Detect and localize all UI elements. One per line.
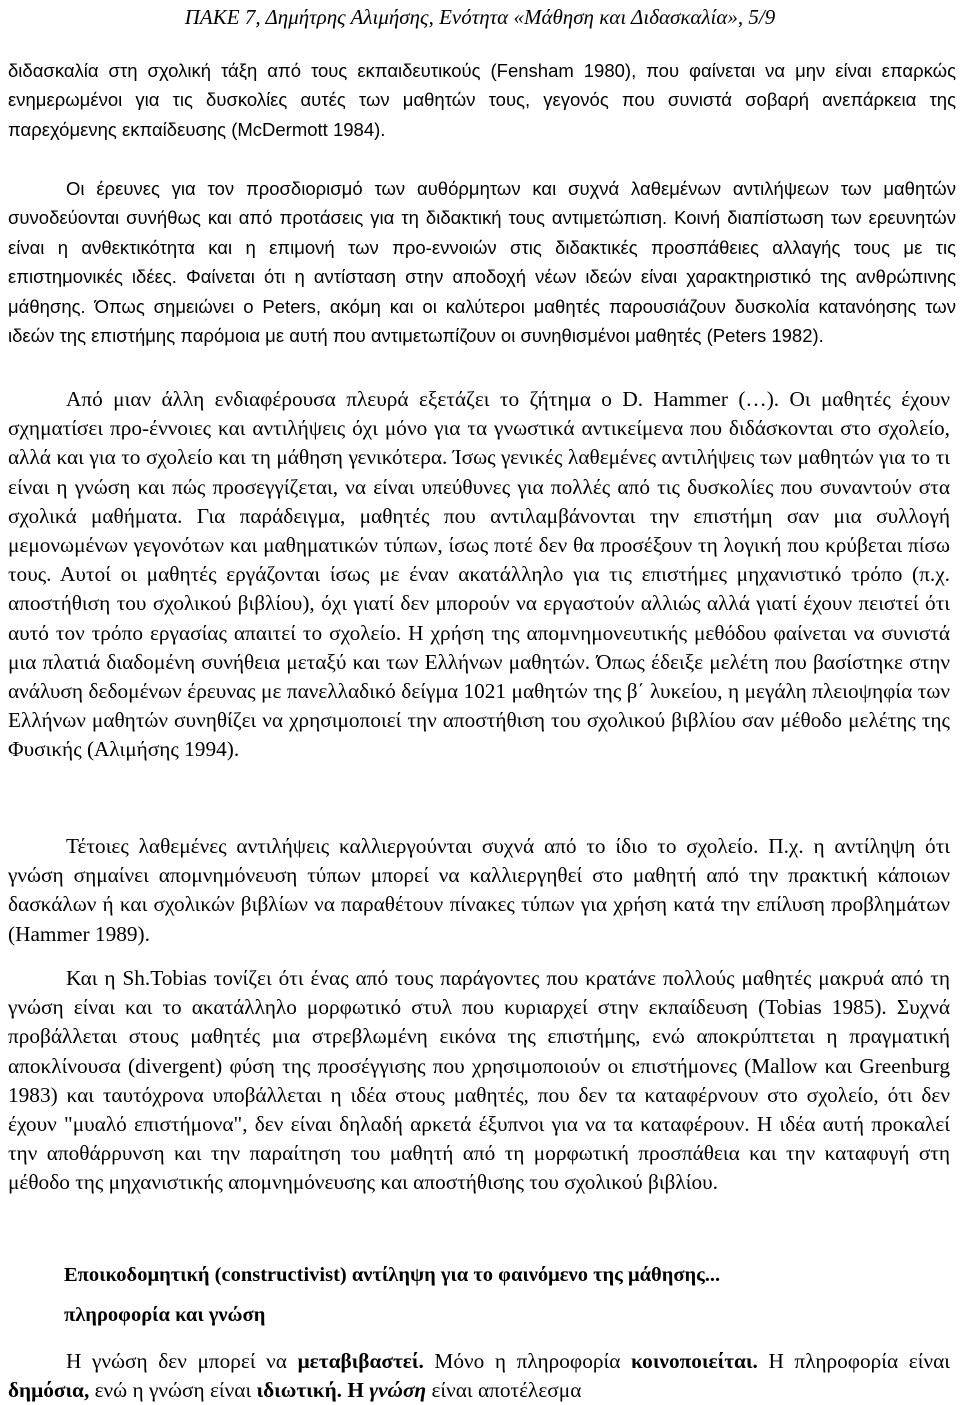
running-header: ΠΑΚΕ 7, Δημήτρης Αλιμήσης, Ενότητα «Μάθηση και Διδασκαλία», 5/9 xyxy=(184,5,776,29)
paragraph-hammer: Από μιαν άλλη ενδιαφέρουσα πλευρά εξετάζει το ζήτημα ο D. Hammer (…). Οι μαθητές έχουν σχηματίσει προ-έννοιες και αντιλήψεις όχι μόνο για τα γνωστικά αντικείμενα που διδάσκονται στο σχολείο, αλλά και για το σχολείο και τη μάθηση γενικότερα. Ίσως γενικές λαθεμένες αντιλήψεις των μαθητών για το τι είναι η γνώση και πώς προσεγγίζεται, να είναι υπεύθυνες για πολλές από τις δυσκολίες που συναντούν στα σχολικά μαθήματα. Για παράδειγμα, μαθητές που αντιλαμβάνονται την επιστήμη σαν μια συλλογή μεμονωμένων γεγονότων και μαθηματικών τύπων, ίσως ποτέ δεν θα προσέξουν τη λογική που κρύβεται πίσω τους. Αυτοί οι μαθητές εργάζονται ίσως με έναν ακατάλληλο για τις επιστήμες μηχανιστικό τρόπο (π.χ. αποστήθιση του σχολικού βιβλίου), όχι γιατί δεν μπορούν να εργαστούν αλλιώς αλλά γιατί έχουν πειστεί ότι αυτό τον τρόπο εργασίας απαιτεί το σχολείο. Η χρήση της απομνημονευτικής μεθόδου φαίνεται να συνιστά μια πλατιά διαδομένη συνήθεια μεταξύ και των Ελλήνων μαθητών. Όπως έδειξε μελέτη που βασίστηκε στην ανάλυση δεδομένων έρευνας με πανελλαδικό δείγμα 1021 μαθητών της β΄ λυκείου, η μεγάλη πλειοψηφία των Ελλήνων μαθητών συνηθίζει να χρησιμοποιεί την αποστήθιση του σχολικού βιβλίου σαν μέθοδο μελέτης της Φυσικής (Αλιμήσης 1994). xyxy=(8,387,950,762)
text-run: ενώ η γνώση είναι xyxy=(89,1378,257,1403)
section-subheading: πληροφορία και γνώση xyxy=(64,1304,266,1326)
bold-term: μεταβιβαστεί. xyxy=(297,1349,424,1373)
section-heading: Εποικοδομητική (constructivist) αντίληψη για το φαινόμενο της μάθησης... xyxy=(64,1264,721,1286)
text-run: Η πληροφορία είναι xyxy=(757,1349,950,1373)
paragraph-research: Οι έρευνες για τον προσδιορισμό των αυθόρμητων και συχνά λαθεμένων αντιλήψεων των μαθητών συνοδεύονται συνήθως και από προτάσεις για τη διδακτική τους αντιμετώπιση. Κοινή διαπίστωση των ερευνητών είναι η ανθεκτικότητα και η επιμονή των προ-εννοιών στις διδακτικές προσπάθειες αλλαγής τους με τις επιστημονικές ιδέες. Φαίνεται ότι η αντίσταση στην αποδοχή νέων ιδεών είναι χαρακτηριστικό της ανθρώπινης μάθησης. Όπως σημειώνει ο Peters, ακόμη και οι καλύτεροι μαθητές παρουσιάζουν δυσκολία κατανόησης των ιδεών της επιστήμης παρόμοια με αυτή που αντιμετωπίζουν οι συνηθισμένοι μαθητές (Peters 1982). xyxy=(8,178,956,347)
bold-italic-term: γνώση xyxy=(369,1378,427,1403)
bold-term: δημόσια, xyxy=(8,1378,90,1403)
paragraph-tobias: Και η Sh.Tobias τονίζει ότι ένας από τους παράγοντες που κρατάνε πολλούς μαθητές μακρυά από τη γνώση είναι και το ακατάλληλο μορφωτικό στυλ που κυριαρχεί στην εκπαίδευση (Tobias 1985). Συχνά προβάλλεται στους μαθητές μια στρεβλωμένη εικόνα της επιστήμης, ενώ αποκρύπτεται η πραγματική αποκλίνουσα (divergent) φύση της προσέγγισης που χρησιμοποιούν οι επιστήμονες (Mallow και Greenburg 1983) και ταυτόχρονα υποβάλλεται η ιδέα στους μαθητές, που δεν τα καταφέρνουν στο σχολείο, ότι δεν έχουν "μυαλό επιστήμονα", δεν είναι δηλαδή αρκετά έξυπνοι για να τα καταφέρουν. Η ιδέα αυτή προκαλεί την αποθάρρυνση και την παραίτηση του μαθητή από τη μορφωτική προσπάθεια και την καταφυγή στη μέθοδο της μηχανιστικής απομνημόνευσης και αποστήθισης του σχολικού βιβλίου. xyxy=(8,966,950,1195)
text-run: Η γνώση δεν μπορεί να xyxy=(66,1349,298,1373)
paragraph-knowledge xyxy=(8,1347,950,1405)
bold-term: κοινοποιείται. xyxy=(630,1349,758,1373)
paragraph-intro: διδασκαλία στη σχολική τάξη από τους εκπαιδευτικούς (Fensham 1980), που φαίνεται να μην είναι επαρκώς ενημερωμένοι για τις δυσκολίες αυτές των μαθητών τους, γεγονός που συνιστά σοβαρή ανεπάρκεια της παρεχόμενης εκπαίδευσης (McDermott 1984). xyxy=(8,60,956,140)
bold-term: Η xyxy=(347,1378,364,1403)
text-run: Μόνο η πληροφορία xyxy=(423,1349,631,1373)
text-run: είναι αποτέλεσμα xyxy=(426,1378,582,1403)
paragraph-misconceptions: Τέτοιες λαθεμένες αντιλήψεις καλλιεργούνται συχνά από το ίδιο το σχολείο. Π.χ. η αντίληψη ότι γνώση σημαίνει απομνημόνευση τύπων μπορεί να καλλιεργηθεί στο μαθητή από την πρακτική κάποιων δασκάλων ή και σχολικών βιβλίων να παραθέτουν πίνακες τύπων για χρήση κατά την επίλυση προβλημάτων (Hammer 1989). xyxy=(8,834,950,946)
bold-term: ιδιωτική. xyxy=(256,1378,342,1403)
